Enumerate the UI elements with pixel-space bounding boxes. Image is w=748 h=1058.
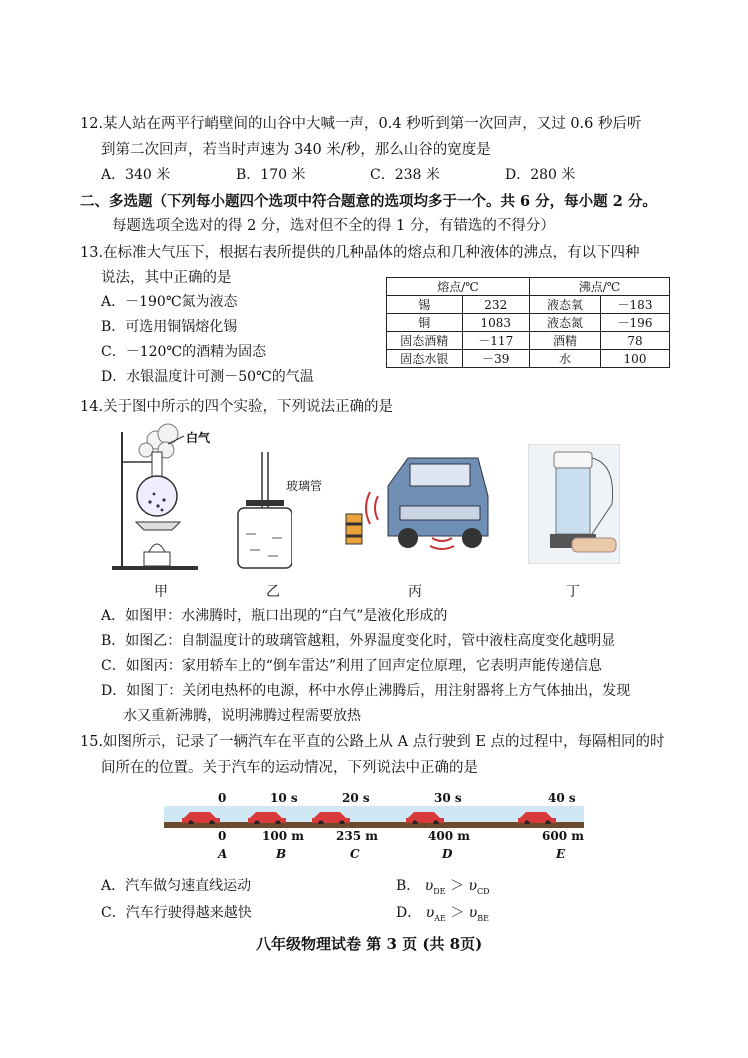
table-cell: 液态氧 [530, 296, 601, 314]
gauze [136, 522, 180, 530]
table-cell: 100 [601, 350, 670, 368]
q14-line1: 14.关于图中所示的四个实验，下列说法正确的是 [80, 399, 394, 415]
q13-line2: 说法，其中正确的是 [101, 270, 232, 286]
q14-option-b: B．如图乙：自制温度计的玻璃管越粗，外界温度变化时，管中液柱高度变化越明显 [101, 633, 616, 649]
table-cell: 酒精 [530, 332, 601, 350]
comparison-op: ＞ [450, 905, 465, 921]
car-icon [518, 812, 556, 824]
flask-neck [152, 452, 162, 478]
hand-syringe [572, 538, 616, 552]
q12-option-d: D．280 米 [505, 167, 576, 183]
figure-caption: 丁 [566, 584, 580, 600]
q12-line2: 到第二次回声，若当时声速为 340 米/秒，那么山谷的宽度是 [101, 142, 491, 158]
cars-row [164, 806, 584, 824]
distance-label: 400 m [428, 829, 470, 843]
point-label: A [218, 847, 228, 861]
time-label: 20 s [342, 791, 370, 805]
table-cell: 固态水银 [387, 350, 463, 368]
point-label: D [442, 847, 453, 861]
table-cell: 78 [601, 332, 670, 350]
q14-option-d-cont: 水又重新沸腾，说明沸腾过程需要放热 [123, 708, 361, 724]
table-row [387, 332, 670, 350]
reversing-radar-figure [340, 446, 490, 554]
figure-caption: 甲 [154, 584, 168, 600]
q12-option-b: B．170 米 [236, 167, 306, 183]
distance-label: 0 [218, 829, 227, 843]
bottle [238, 508, 292, 568]
q13-option-b: B．可选用铜锅熔化锡 [101, 319, 238, 335]
section-heading-cont: 每题选项全选对的得 2 分，选对但不全的得 1 分，有错选的不得分） [112, 218, 555, 234]
q14-option-a: A．如图甲：水沸腾时，瓶口出现的“白气”是液化形成的 [101, 608, 448, 624]
glass-tube-label: 玻璃管 [286, 479, 323, 493]
table-cell: 232 [462, 296, 529, 314]
q13-option-d: D．水银温度计可测－50℃的气温 [101, 369, 314, 385]
option-prefix: B． [396, 878, 421, 894]
figure-caption: 丙 [408, 584, 422, 600]
cup-lid [554, 452, 592, 468]
point-label: C [350, 847, 360, 861]
q12-option-a: A．340 米 [101, 167, 171, 183]
table-row [387, 350, 670, 368]
stopper [246, 500, 284, 506]
q12-option-c: C．238 米 [370, 167, 440, 183]
q15-option-d [396, 902, 489, 923]
table-cell: －39 [462, 350, 529, 368]
time-label: 40 s [548, 791, 576, 805]
car-icon [248, 812, 286, 824]
wheel [398, 528, 418, 548]
table-header-boiling: 沸点/℃ [530, 278, 670, 296]
flask-body [137, 476, 177, 516]
q14-option-d: D．如图丁：关闭电热杯的电源，杯中水停止沸腾后，用注射器将上方气体抽出，发现 [101, 683, 631, 699]
comparison-op: ＞ [449, 878, 464, 894]
velocity-symbol: υ [468, 878, 477, 894]
q13-option-a: A．－190℃氮为液态 [101, 294, 238, 310]
table-cell: 固态酒精 [387, 332, 463, 350]
distance-label: 100 m [262, 829, 304, 843]
distance-label: 235 m [336, 829, 378, 843]
stand-base [112, 566, 198, 570]
table-cell: 水 [530, 350, 601, 368]
table-cell: －183 [601, 296, 670, 314]
rear-window [410, 464, 470, 486]
table-cell: 铜 [387, 314, 463, 332]
table-cell: 1083 [462, 314, 529, 332]
point-label: B [276, 847, 287, 861]
velocity-subscript: AE [434, 913, 446, 923]
time-label: 30 s [434, 791, 462, 805]
car-icon [406, 812, 444, 824]
q14-option-c: C．如图丙：家用轿车上的“倒车雷达”利用了回声定位原理，它表明声能传递信息 [101, 658, 603, 674]
q15-option-b [396, 875, 490, 896]
q12-line1: 12.某人站在两平行峭壁间的山谷中大喊一声，0.4 秒听到第一次回声，又过 0.6 秒后听 [80, 116, 642, 132]
velocity-subscript: DE [433, 886, 446, 896]
alcohol-lamp [144, 552, 170, 566]
velocity-symbol: υ [468, 905, 478, 921]
q15-line2: 间所在的位置。关于汽车的运动情况，下列说法中正确的是 [101, 760, 478, 776]
obstacle-cone [346, 514, 362, 544]
table-cell: 锡 [387, 296, 463, 314]
car-icon [312, 812, 350, 824]
q15-option-a: A．汽车做匀速直线运动 [101, 878, 252, 894]
section-heading: 二、多选题（下列每小题四个选项中符合题意的选项均多于一个。共 6 分，每小题 2 分。 [80, 193, 657, 210]
time-label: 10 s [270, 791, 298, 805]
velocity-symbol: υ [424, 878, 434, 894]
time-label: 0 [218, 791, 227, 805]
table-cell: 液态氮 [530, 314, 601, 332]
wheel [462, 528, 482, 548]
table-header-melting: 熔点/℃ [387, 278, 530, 296]
table-cell: －196 [601, 314, 670, 332]
option-prefix: D． [396, 905, 422, 921]
cup-body [556, 468, 590, 534]
table-row [387, 296, 670, 314]
velocity-symbol: υ [425, 905, 435, 921]
velocity-subscript: BE [477, 913, 489, 923]
bumper [400, 506, 480, 520]
q13-line1: 13.在标准大气压下，根据右表所提供的几种晶体的熔点和几种液体的沸点，有以下四种 [80, 245, 640, 261]
car-icon [182, 812, 220, 824]
bottle-thermometer-figure [232, 448, 292, 572]
page-footer: 八年级物理试卷 第 3 页 (共 8页) [256, 935, 483, 953]
table-cell: －117 [462, 332, 529, 350]
melting-boiling-table [386, 277, 670, 368]
q15-line1: 15.如图所示，记录了一辆汽车在平直的公路上从 A 点行驶到 E 点的过程中，每隔相同的时 [80, 734, 665, 750]
figure-caption: 乙 [266, 584, 280, 600]
velocity-subscript: CD [476, 886, 490, 896]
steam-label: 白气 [186, 431, 211, 445]
distance-label: 600 m [542, 829, 584, 843]
q15-option-c: C．汽车行驶得越来越快 [101, 905, 252, 921]
point-label: E [556, 847, 566, 861]
electric-cup-figure [528, 444, 620, 564]
table-row [387, 314, 670, 332]
q13-option-c: C．－120℃的酒精为固态 [101, 344, 267, 360]
